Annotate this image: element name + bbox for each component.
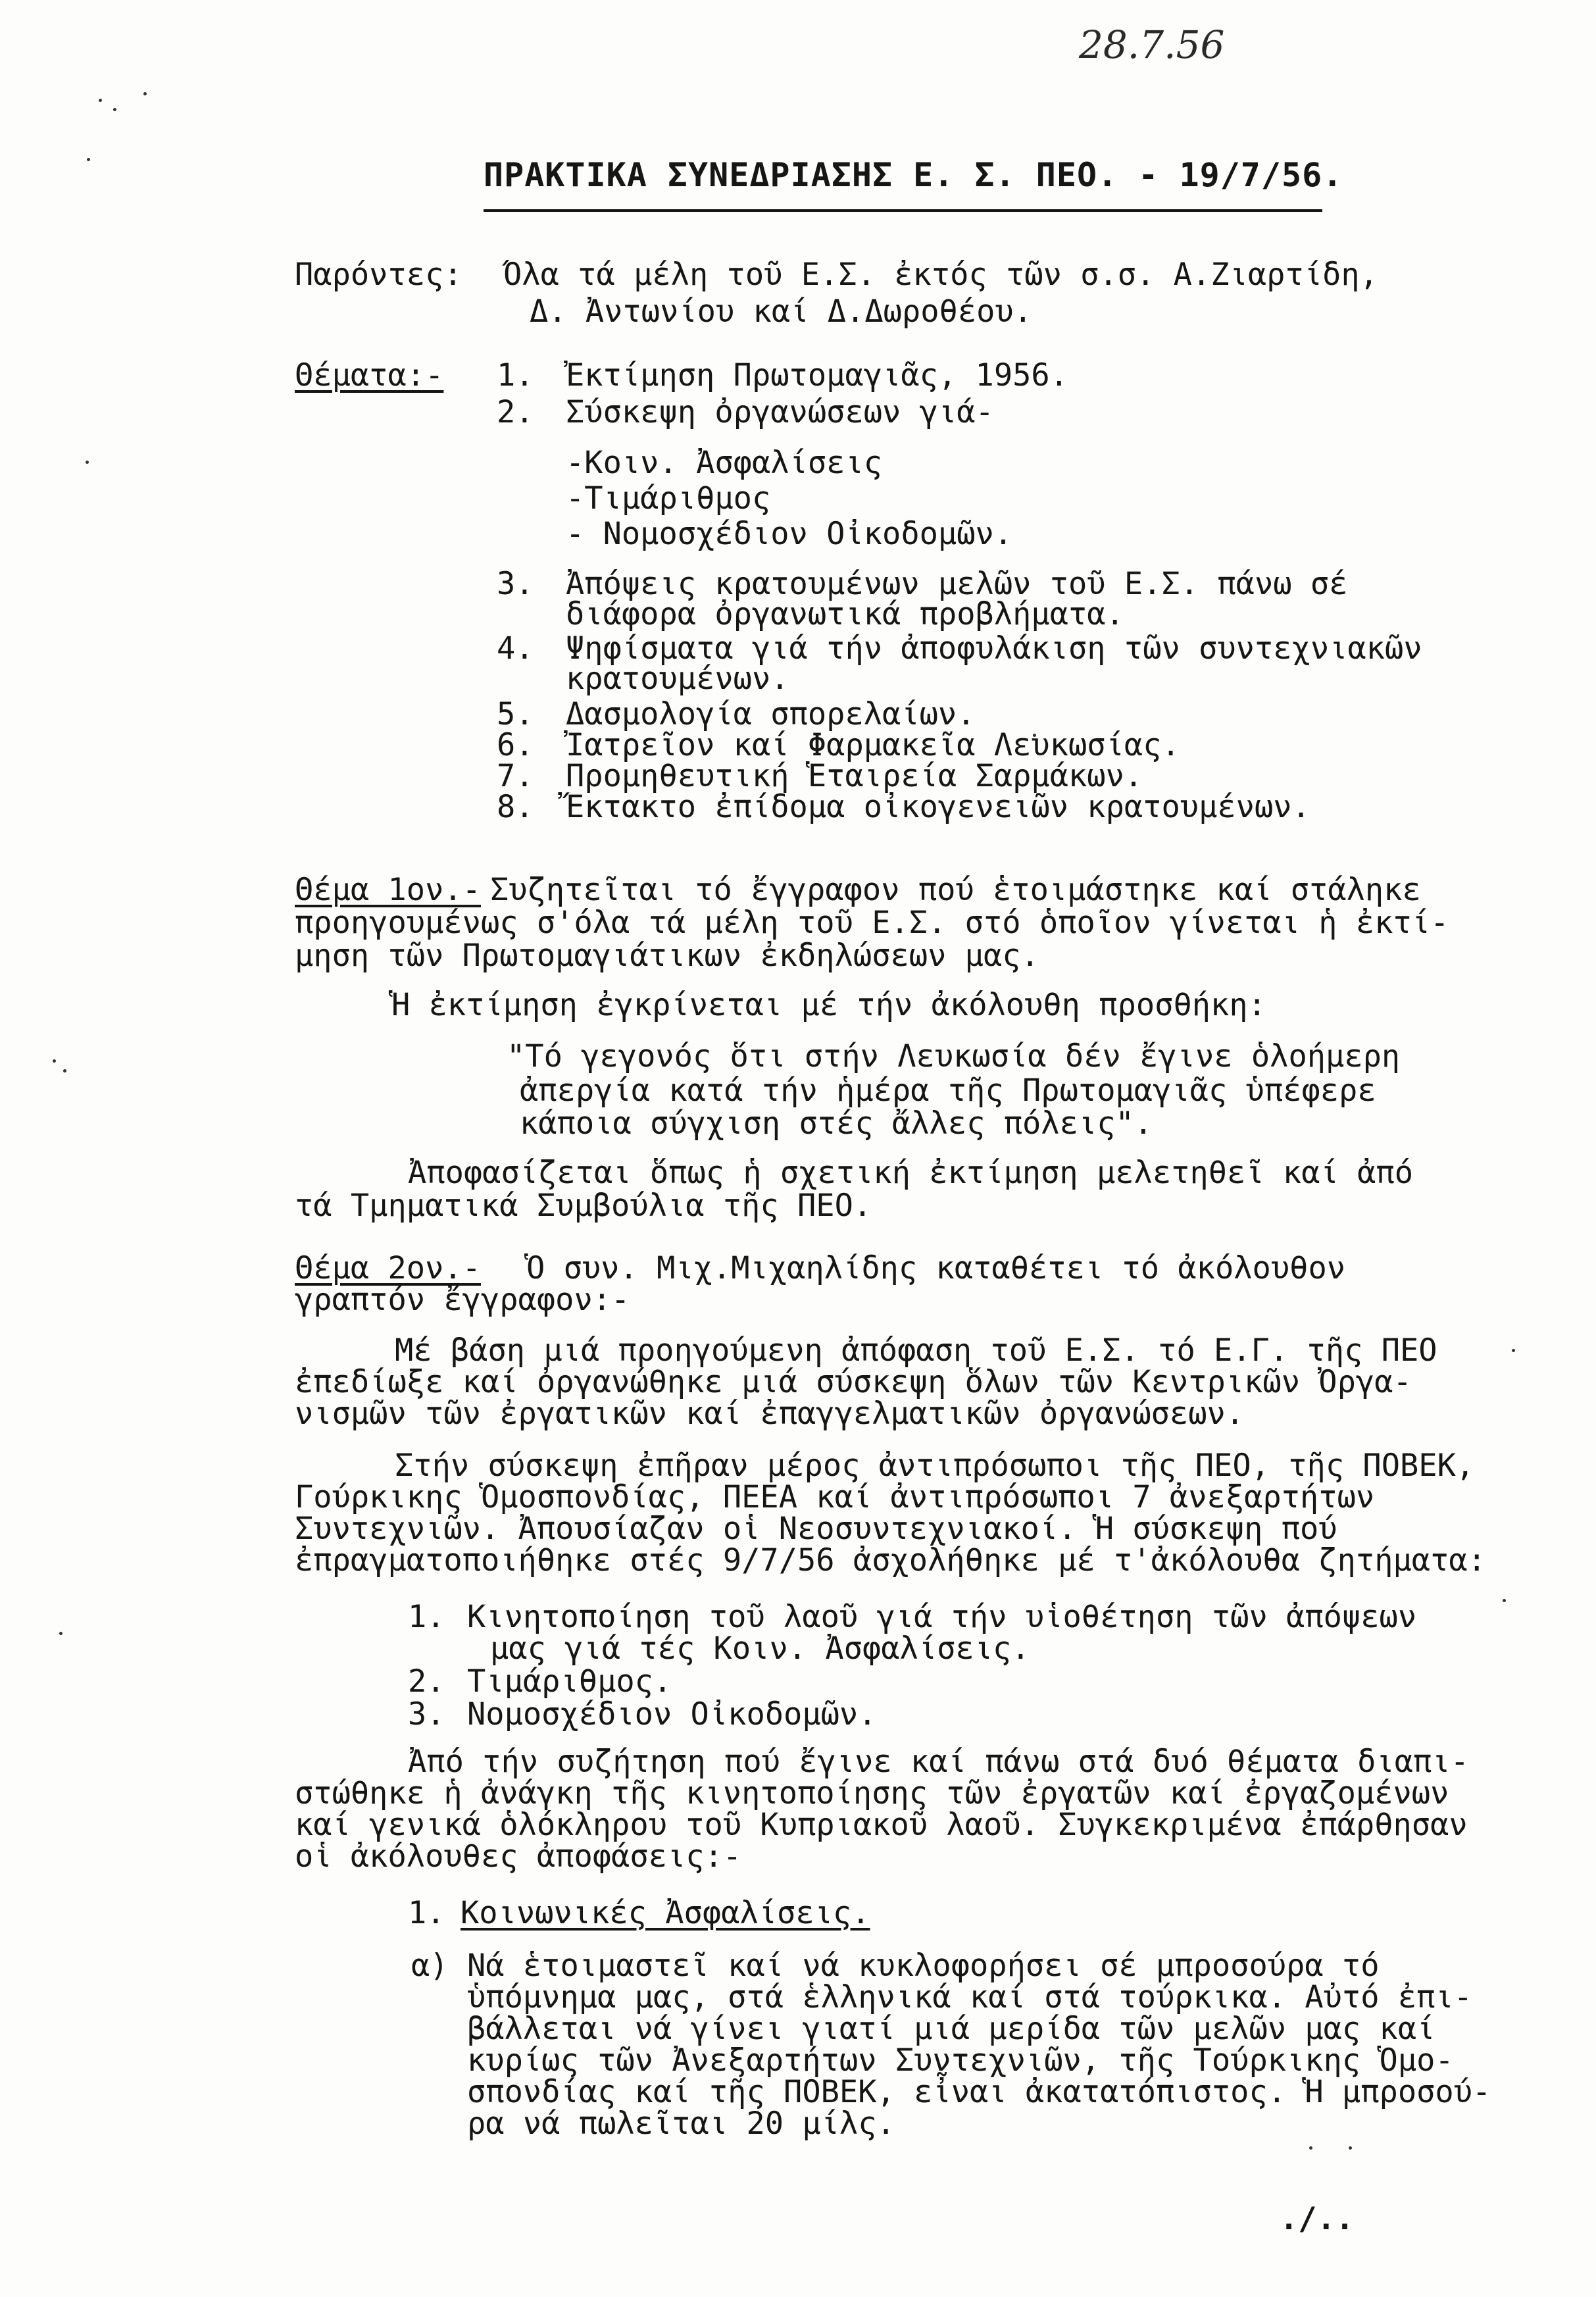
item-a-label: α) <box>411 1948 449 1984</box>
theme-1-decision-line: Ἀποφασίζεται ὅπως ἡ σχετική ἐκτίμηση μελετηθεῖ καί ἀπό <box>408 1155 1414 1191</box>
theme-2-paragraph-line: Στήν σύσκεψη ἐπῆραν μέρος ἀντιπρόσωποι τῆς ΠΕΟ, τῆς ΠΟΒΕΚ, <box>395 1448 1475 1484</box>
sub-heading-social-insurance: Κοινωνικές Ἀσφαλίσεις. <box>461 1895 870 1931</box>
topic-item: Ἀπόψεις κρατουμένων μελῶν τοῦ Ε.Σ. πάνω σέ <box>566 566 1348 602</box>
theme-1-decision-line: τά Τμηματικά Συμβούλια τῆς ΠΕΟ. <box>295 1188 872 1224</box>
topic-number: 5. <box>497 696 534 732</box>
title-underline <box>484 209 1322 212</box>
topic-number: 1. <box>497 357 534 393</box>
theme-1-text-line: προηγουμένως σ'όλα τά μέλη τοῦ Ε.Σ. στό ὁποῖον γίνεται ἡ ἐκτί- <box>295 905 1449 941</box>
topic-number: 6. <box>497 727 534 763</box>
topic-item: Προμηθευτική Ἑταιρεία Σαρμάκων. <box>566 758 1143 794</box>
present-line-2: Δ. Ἀντωνίου καί Δ.Δωροθέου. <box>530 293 1033 330</box>
item-a-line: ὑπόμνημα μας, στά ἑλληνικά καί στά τούρκικα. Αὐτό ἐπι- <box>467 1979 1473 2015</box>
topic-item: Δασμολογία σπορελαίων. <box>566 696 976 732</box>
topic-number: 2. <box>497 394 534 430</box>
theme-2-paragraph-line: οἱ ἀκόλουθες ἀποφάσεις:- <box>295 1838 742 1875</box>
theme-2-list-item: Τιμάριθμος. <box>467 1663 672 1700</box>
theme-1-approval: Ἡ ἐκτίμηση ἐγκρίνεται μέ τήν ἀκόλουθη προσθήκη: <box>391 987 1266 1023</box>
topic-item-continued: κρατουμένων. <box>566 661 789 697</box>
theme-2-paragraph-line: καί γενικά ὁλόκληρου τοῦ Κυπριακοῦ λαοῦ. Συγκεκριμένα ἐπάρθησαν <box>295 1807 1468 1843</box>
topic-number: 3. <box>497 566 534 602</box>
present-label: Παρόντες: <box>295 257 462 293</box>
topic-item: Ἔκτακτο ἐπίδομα οἰκογενειῶν κρατουμένων. <box>566 789 1310 825</box>
theme-2-list-item: Νομοσχέδιον Οἰκοδομῶν. <box>467 1696 877 1732</box>
document-title: ΠΡΑΚΤΙΚΑ ΣΥΝΕΔΡΙΑΣΗΣ Ε. Σ. ΠΕΟ. - 19/7/56. <box>484 156 1343 194</box>
topic-subitem: -Τιμάριθμος <box>566 480 771 517</box>
topic-item: Σύσκεψη ὀργανώσεων γιά- <box>566 394 994 430</box>
theme-2-paragraph-line: Μέ βάση μιά προηγούμενη ἀπόφαση τοῦ Ε.Σ. τό Ε.Γ. τῆς ΠΕΟ <box>395 1332 1437 1369</box>
theme-2-paragraph-line: Γούρκικης Ὁμοσπονδίας, ΠΕΕΑ καί ἀντιπρόσωποι 7 ἀνεξαρτήτων <box>295 1479 1375 1515</box>
topic-number: 7. <box>497 758 534 794</box>
item-a-line: βάλλεται νά γίνει γιατί μιά μερίδα τῶν μελῶν μας καί <box>467 2011 1435 2047</box>
theme-2-paragraph-line: Ἀπό τήν συζήτηση πού ἔγινε καί πάνω στά δυό θέματα διαπι- <box>408 1744 1469 1780</box>
theme-2-list-number: 3. <box>408 1696 445 1732</box>
theme-1-quote-line: ἀπεργία κατά τήν ἡμέρα τῆς Πρωτομαγιᾶς ὑπέφερε <box>520 1073 1376 1109</box>
handwritten-date-annotation: 28.7.56 <box>1079 22 1225 67</box>
topic-subitem: - Νομοσχέδιον Οἰκοδομῶν. <box>566 516 1013 552</box>
theme-2-paragraph-line: ἐπραγματοποιήθηκε στές 9/7/56 ἀσχολήθηκε μέ τ'ἀκόλουθα ζητήματα: <box>295 1542 1486 1578</box>
theme-2-list-item: Κινητοποίηση τοῦ λαοῦ γιά τήν υἱοθέτηση τῶν ἀπόψεων <box>467 1599 1417 1635</box>
theme-2-list-number: 1. <box>408 1599 445 1635</box>
theme-2-intro-line: Ὁ συν. Μιχ.Μιχαηλίδης καταθέτει τό ἀκόλουθον <box>526 1250 1346 1286</box>
item-a-line: σπονδίας καί τῆς ΠΟΒΕΚ, εἶναι ἀκατατόπιστος. Ἡ μπροσού- <box>467 2074 1491 2110</box>
topic-subitem: -Κοιν. Ἀσφαλίσεις <box>566 445 883 481</box>
theme-2-paragraph-line: Συντεχνιῶν. Ἀπουσίαζαν οἱ Νεοσυντεχνιακοί. Ἡ σύσκεψη πού <box>295 1511 1337 1547</box>
topics-label: Θέματα:- <box>295 357 444 393</box>
sub-heading-number: 1. <box>408 1895 445 1931</box>
item-a-line: Νά ἑτοιμαστεῖ καί νά κυκλοφορήσει σέ μπροσούρα τό <box>467 1948 1380 1984</box>
topic-item: Ἐκτίμηση Πρωτομαγιᾶς, 1956. <box>566 357 1069 393</box>
theme-1-quote-line: κάποια σύγχιση στές ἄλλες πόλεις". <box>520 1105 1153 1142</box>
item-a-line: κυρίως τῶν Ἀνεξαρτήτων Συντεχνιῶν, τῆς Τούρκικης Ὁμο- <box>467 2042 1454 2079</box>
topic-item-continued: διάφορα ὀργανωτικά προβλήματα. <box>566 596 1124 632</box>
theme-2-paragraph-line: στώθηκε ἡ ἀνάγκη τῆς κινητοποίησης τῶν ἐργατῶν καί ἐργαζομένων <box>295 1775 1449 1811</box>
theme-1-quote-line: "Τό γεγονός ὅτι στήν Λευκωσία δέν ἔγινε ὁλοήμερη <box>507 1038 1401 1074</box>
theme-2-list-item-continued: μας γιά τές Κοιν. Ἀσφαλίσεις. <box>490 1630 1030 1667</box>
theme-2-list-number: 2. <box>408 1663 445 1700</box>
topic-number: 4. <box>497 630 534 667</box>
theme-2-paragraph-line: ἐπεδίωξε καί ὀργανώθηκε μιά σύσκεψη ὅλων τῶν Κεντρικῶν Ὀργα- <box>295 1364 1412 1400</box>
topic-item: Ψηφίσματα γιά τήν ἀποφυλάκιση τῶν συντεχνιακῶν <box>566 630 1422 667</box>
topic-item: Ἰατρεῖον καί Φαρμακεῖα Λευκωσίας. <box>566 727 1180 763</box>
theme-2-paragraph-line: νισμῶν τῶν ἐργατικῶν καί ἐπαγγελματικῶν ὀργανώσεων. <box>295 1396 1245 1432</box>
topic-number: 8. <box>497 789 534 825</box>
theme-2-intro-line: γραπτόν ἔγγραφον:- <box>295 1282 630 1318</box>
item-a-line: ρα νά πωλεῖται 20 μίλς. <box>467 2106 895 2142</box>
theme-2-label: Θέμα 2ον.- <box>295 1250 481 1286</box>
present-line-1: Όλα τά μέλη τοῦ Ε.Σ. ἐκτός τῶν σ.σ. Α.Ζιαρτίδη, <box>503 257 1378 293</box>
theme-1-label: Θέμα 1ον.- <box>295 872 481 908</box>
theme-1-text-line: μηση τῶν Πρωτομαγιάτικων ἐκδηλώσεων μας. <box>295 938 1039 974</box>
theme-1-text-line: Συζητεῖται τό ἔγγραφον πού ἑτοιμάστηκε καί στάληκε <box>490 872 1421 908</box>
page-continuation-mark: ./.. <box>1280 2201 1355 2237</box>
